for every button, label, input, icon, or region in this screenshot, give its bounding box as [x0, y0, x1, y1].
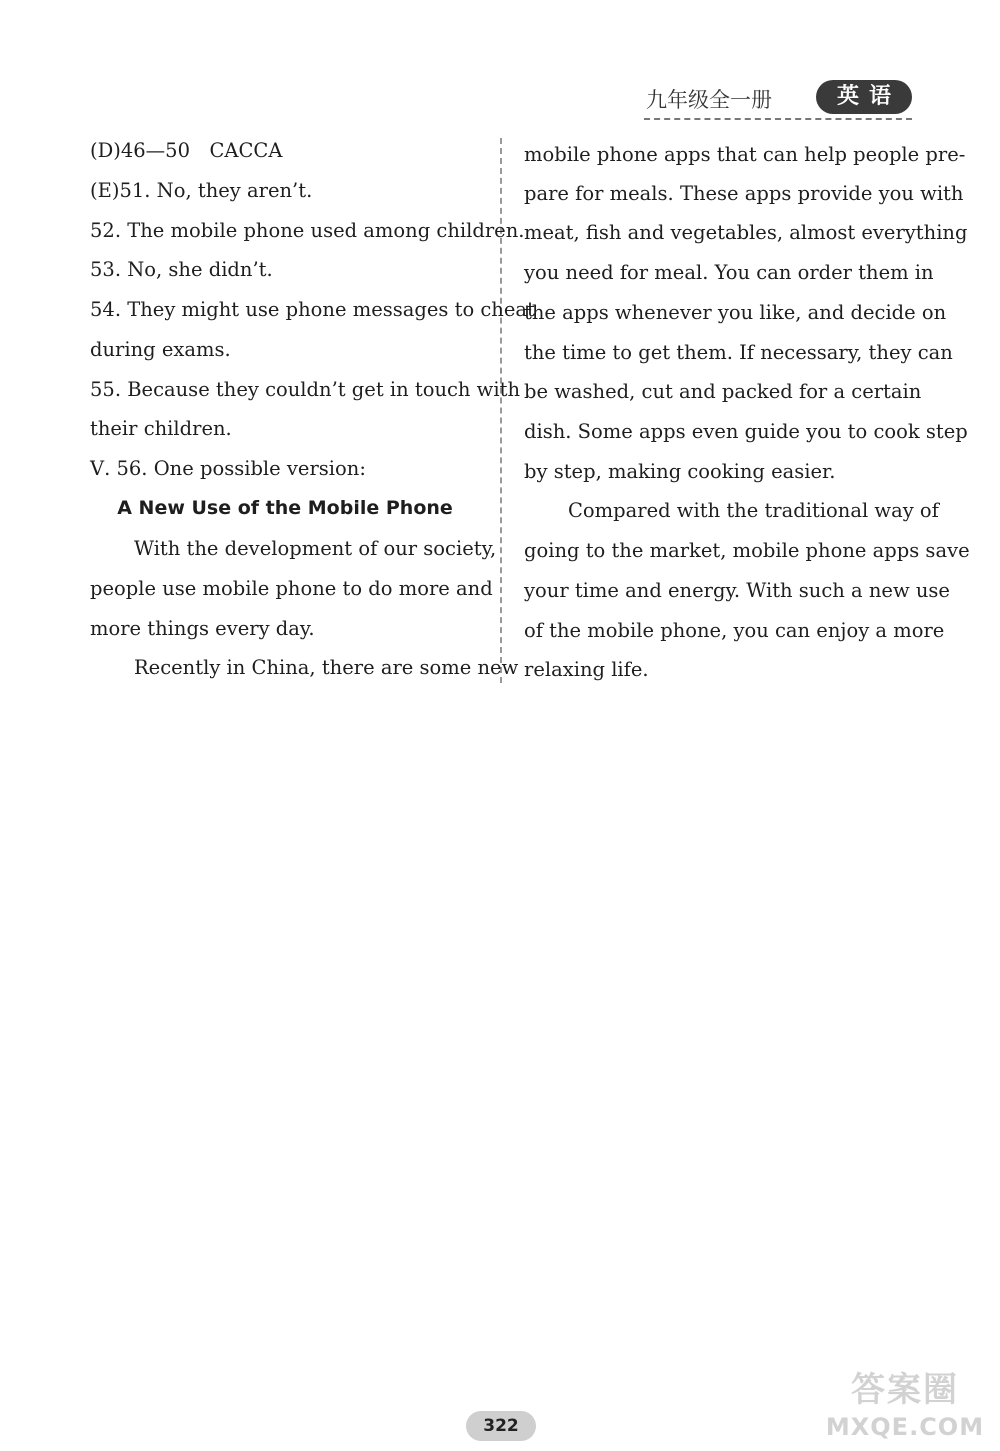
watermark-logo	[820, 1368, 990, 1448]
essay-para2-cont-line-9: by step, making cooking easier.	[524, 460, 836, 483]
essay-para3-line-3: your time and energy. With such a new use	[524, 579, 950, 602]
header-divider	[644, 118, 912, 120]
answer-55-line-1: 55. Because they couldn’t get in touch with	[90, 378, 520, 401]
essay-para3-line-1: Compared with the traditional way of	[568, 499, 939, 522]
essay-para2-cont-line-4: you need for meal. You can order them in	[524, 261, 934, 284]
essay-para2-cont-line-6: the time to get them. If necessary, they can	[524, 341, 953, 364]
answer-d: (D)46—50 CACCA	[90, 139, 283, 162]
essay-para2-cont-line-3: meat, fish and vegetables, almost everything	[524, 221, 968, 244]
subject-badge	[816, 80, 912, 114]
header-grade: 九年级全一册	[646, 88, 772, 112]
page-number: 322	[483, 1416, 519, 1436]
subject-label: 英语	[836, 84, 901, 109]
essay-para3-line-5: relaxing life.	[524, 658, 649, 681]
page-number-badge	[466, 1411, 536, 1441]
essay-para2-cont-line-5: the apps whenever you like, and decide on	[524, 301, 947, 324]
answer-54-line-2: during exams.	[90, 338, 231, 361]
essay-para1-line-3: more things every day.	[90, 617, 315, 640]
essay-para3-line-4: of the mobile phone, you can enjoy a more	[524, 619, 945, 642]
essay-para1-line-1: With the development of our society,	[134, 537, 497, 560]
answer-54-line-1: 54. They might use phone messages to cheat	[90, 298, 535, 321]
essay-para1-line-2: people use mobile phone to do more and	[90, 577, 493, 600]
section-v-heading: Ⅴ. 56. One possible version:	[90, 457, 366, 480]
essay-para2-line-1: Recently in China, there are some new	[134, 656, 519, 679]
watermark-url: MXQE.COM	[825, 1413, 985, 1441]
essay-para2-cont-line-2: pare for meals. These apps provide you with	[524, 182, 964, 205]
answer-55-line-2: their children.	[90, 417, 232, 440]
answer-51: (E)51. No, they aren’t.	[90, 179, 313, 202]
essay-para3-line-2: going to the market, mobile phone apps save	[524, 539, 970, 562]
answer-52: 52. The mobile phone used among children.	[90, 219, 525, 242]
watermark-title: 答案圈	[851, 1370, 959, 1410]
essay-para2-cont-line-8: dish. Some apps even guide you to cook step	[524, 420, 968, 443]
essay-title: A New Use of the Mobile Phone	[117, 497, 453, 519]
essay-para2-cont-line-7: be washed, cut and packed for a certain	[524, 380, 922, 403]
essay-para2-cont-line-1: mobile phone apps that can help people pre-	[524, 143, 966, 166]
answer-53: 53. No, she didn’t.	[90, 258, 273, 281]
